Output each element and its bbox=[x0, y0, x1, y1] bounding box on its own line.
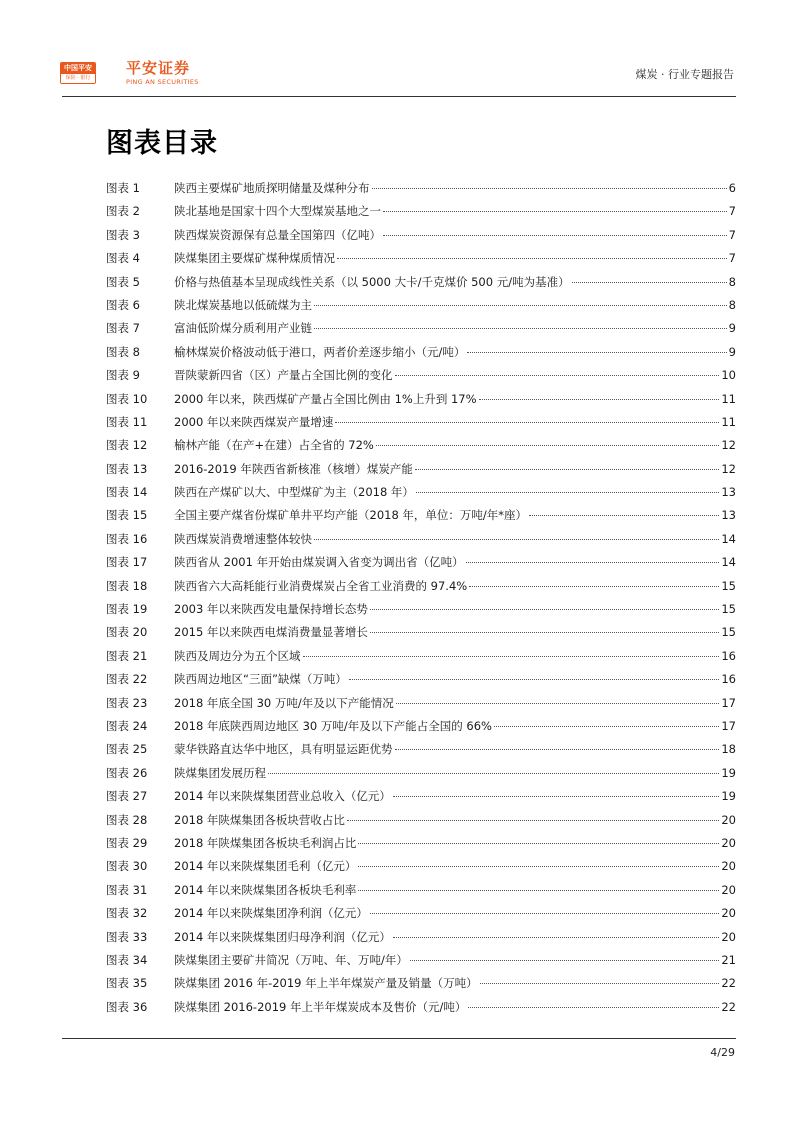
toc-leader-dots bbox=[268, 773, 719, 774]
toc-entry-page: 17 bbox=[721, 695, 736, 710]
toc-entry-label: 图表 7 bbox=[106, 321, 140, 336]
toc-entry-page: 17 bbox=[721, 718, 736, 733]
toc-entry-label: 图表 5 bbox=[106, 274, 140, 289]
toc-leader-dots bbox=[480, 983, 720, 984]
toc-entry[interactable] bbox=[106, 996, 736, 1019]
toc-leader-dots bbox=[314, 328, 727, 329]
toc-entry-label: 图表 25 bbox=[106, 742, 148, 757]
logo-mark-bottom-text: 保险 · 银行 bbox=[61, 74, 95, 83]
toc-entry-title: 富油低阶煤分质利用产业链 bbox=[174, 321, 312, 336]
toc-entry[interactable] bbox=[106, 458, 736, 481]
toc-leader-dots bbox=[393, 937, 719, 938]
toc-entry-title: 2003 年以来陕西发电量保持增长态势 bbox=[174, 602, 368, 617]
toc-entry[interactable] bbox=[106, 855, 736, 878]
toc-leader-dots bbox=[469, 586, 719, 587]
toc-entry-page: 8 bbox=[728, 297, 736, 312]
toc-entry-page: 9 bbox=[728, 321, 736, 336]
toc-entry-label: 图表 22 bbox=[106, 672, 148, 687]
toc-entry-page: 6 bbox=[728, 181, 736, 195]
toc-entry-label: 图表 11 bbox=[106, 414, 148, 429]
toc-entry-label: 图表 26 bbox=[106, 765, 148, 780]
toc-entry-label: 图表 34 bbox=[106, 952, 148, 967]
toc-leader-dots bbox=[467, 352, 726, 353]
toc-entry-title: 陕煤集团主要矿井简况（万吨、年、万吨/年） bbox=[174, 952, 408, 967]
toc-entry-page: 16 bbox=[721, 648, 736, 663]
toc-leader-dots bbox=[358, 843, 719, 844]
toc-entry[interactable] bbox=[106, 715, 736, 738]
toc-entry[interactable] bbox=[106, 200, 736, 223]
toc-leader-dots bbox=[383, 211, 727, 212]
toc-entry-title: 2014 年以来陕煤集团毛利（亿元） bbox=[174, 859, 357, 874]
toc-entry-label: 图表 21 bbox=[106, 648, 148, 663]
toc-entry-page: 11 bbox=[721, 414, 736, 429]
toc-entry-label: 图表 27 bbox=[106, 789, 148, 804]
toc-leader-dots bbox=[358, 866, 719, 867]
ping-an-logo-mark bbox=[60, 62, 96, 84]
toc-entry[interactable] bbox=[106, 692, 736, 715]
toc-entry-title: 全国主要产煤省份煤矿单井平均产能（2018 年，单位：万吨/年*座） bbox=[174, 508, 528, 523]
toc-entry[interactable] bbox=[106, 785, 736, 808]
toc-entry-page: 13 bbox=[721, 485, 736, 500]
toc-entry-title: 陕煤集团主要煤矿煤种煤质情况 bbox=[174, 251, 335, 266]
toc-entry[interactable] bbox=[106, 177, 736, 200]
toc-entry[interactable] bbox=[106, 411, 736, 434]
toc-entry-page: 20 bbox=[721, 859, 736, 874]
toc-leader-dots bbox=[410, 960, 719, 961]
toc-entry[interactable] bbox=[106, 317, 736, 340]
toc-entry-label: 图表 12 bbox=[106, 438, 148, 453]
toc-entry[interactable] bbox=[106, 481, 736, 504]
figure-list bbox=[106, 177, 736, 1019]
toc-entry[interactable] bbox=[106, 762, 736, 785]
toc-entry-page: 19 bbox=[721, 765, 736, 780]
toc-entry[interactable] bbox=[106, 528, 736, 551]
toc-leader-dots bbox=[303, 656, 720, 657]
toc-entry-title: 陕西省从 2001 年开始由煤炭调入省变为调出省（亿吨） bbox=[174, 555, 464, 570]
toc-leader-dots bbox=[383, 235, 727, 236]
toc-entry-label: 图表 18 bbox=[106, 578, 148, 593]
toc-leader-dots bbox=[314, 539, 719, 540]
toc-entry-title: 陕北基地是国家十四个大型煤炭基地之一 bbox=[174, 204, 381, 219]
toc-entry-label: 图表 4 bbox=[106, 251, 140, 266]
toc-entry[interactable] bbox=[106, 504, 736, 527]
toc-leader-dots bbox=[479, 399, 720, 400]
toc-entry-page: 20 bbox=[721, 882, 736, 897]
toc-entry[interactable] bbox=[106, 621, 736, 644]
toc-entry-title: 陕煤集团发展历程 bbox=[174, 765, 266, 780]
toc-leader-dots bbox=[395, 375, 720, 376]
toc-entry-title: 2014 年以来陕煤集团净利润（亿元） bbox=[174, 906, 368, 921]
toc-entry-label: 图表 33 bbox=[106, 929, 148, 944]
toc-entry[interactable] bbox=[106, 294, 736, 317]
toc-entry-label: 图表 2 bbox=[106, 204, 140, 219]
toc-leader-dots bbox=[529, 515, 719, 516]
toc-entry-label: 图表 28 bbox=[106, 812, 148, 827]
toc-entry[interactable] bbox=[106, 247, 736, 270]
toc-leader-dots bbox=[468, 1007, 719, 1008]
toc-entry-title: 2018 年底陕西周边地区 30 万吨/年及以下产能占全国的 66% bbox=[174, 718, 492, 733]
toc-entry-title: 榆林产能（在产+在建）占全省的 72% bbox=[174, 438, 374, 453]
toc-entry[interactable] bbox=[106, 879, 736, 902]
report-type: 煤炭 · 行业专题报告 bbox=[635, 68, 734, 81]
toc-entry-page: 21 bbox=[721, 952, 736, 967]
page-number: 4/29 bbox=[710, 1046, 735, 1059]
toc-entry-page: 10 bbox=[721, 368, 736, 383]
toc-entry-title: 蒙华铁路直达华中地区，具有明显运距优势 bbox=[174, 742, 393, 757]
toc-entry-page: 20 bbox=[721, 906, 736, 921]
logo-mark-top-text: 中国平安 bbox=[61, 63, 95, 74]
toc-entry[interactable] bbox=[106, 434, 736, 457]
toc-entry-title: 2000 年以来，陕西煤矿产量占全国比例由 1%上升到 17% bbox=[174, 391, 477, 406]
toc-leader-dots bbox=[494, 726, 719, 727]
toc-entry[interactable] bbox=[106, 224, 736, 247]
toc-entry-title: 陕西周边地区“三面”缺煤（万吨） bbox=[174, 672, 347, 687]
toc-leader-dots bbox=[349, 679, 719, 680]
toc-entry-title: 陕西及周边分为五个区域 bbox=[174, 648, 301, 663]
toc-entry-page: 14 bbox=[721, 531, 736, 546]
toc-entry-title: 价格与热值基本呈现成线性关系（以 5000 大卡/千克煤价 500 元/吨为基准） bbox=[174, 274, 570, 289]
toc-leader-dots bbox=[466, 562, 720, 563]
toc-entry-label: 图表 36 bbox=[106, 999, 148, 1014]
toc-leader-dots bbox=[370, 609, 719, 610]
toc-entry-label: 图表 23 bbox=[106, 695, 148, 710]
toc-entry[interactable] bbox=[106, 551, 736, 574]
toc-entry-page: 16 bbox=[721, 672, 736, 687]
brand-name-cn: 平安证券 bbox=[126, 59, 191, 77]
footer-divider bbox=[62, 1038, 736, 1039]
toc-entry-label: 图表 31 bbox=[106, 882, 148, 897]
toc-entry-title: 2014 年以来陕煤集团各板块毛利率 bbox=[174, 882, 357, 897]
toc-entry-label: 图表 15 bbox=[106, 508, 148, 523]
toc-entry[interactable] bbox=[106, 949, 736, 972]
toc-entry[interactable] bbox=[106, 668, 736, 691]
toc-leader-dots bbox=[335, 422, 719, 423]
toc-entry-title: 陕西煤炭消费增速整体较快 bbox=[174, 531, 312, 546]
toc-entry-page: 18 bbox=[721, 742, 736, 757]
toc-leader-dots bbox=[370, 913, 719, 914]
toc-entry[interactable] bbox=[106, 271, 736, 294]
toc-entry-label: 图表 14 bbox=[106, 485, 148, 500]
toc-entry-page: 15 bbox=[721, 625, 736, 640]
toc-entry-page: 20 bbox=[721, 835, 736, 850]
toc-entry-page: 11 bbox=[721, 391, 736, 406]
toc-entry-label: 图表 35 bbox=[106, 976, 148, 991]
toc-entry-label: 图表 29 bbox=[106, 835, 148, 850]
toc-entry[interactable] bbox=[106, 645, 736, 668]
toc-entry-title: 2018 年底全国 30 万吨/年及以下产能情况 bbox=[174, 695, 394, 710]
toc-entry-title: 2016-2019 年陕西省新核准（核增）煤炭产能 bbox=[174, 461, 413, 476]
toc-entry-label: 图表 10 bbox=[106, 391, 148, 406]
toc-entry-label: 图表 30 bbox=[106, 859, 148, 874]
page-header bbox=[60, 52, 736, 96]
toc-entry-label: 图表 32 bbox=[106, 906, 148, 921]
toc-entry[interactable] bbox=[106, 902, 736, 925]
toc-entry-title: 陕西主要煤矿地质探明储量及煤种分布 bbox=[174, 181, 370, 195]
toc-leader-dots bbox=[393, 796, 719, 797]
toc-entry[interactable] bbox=[106, 364, 736, 387]
toc-entry-page: 20 bbox=[721, 929, 736, 944]
toc-entry-title: 陕西煤炭资源保有总量全国第四（亿吨） bbox=[174, 227, 381, 242]
toc-entry[interactable] bbox=[106, 832, 736, 855]
toc-entry-title: 陕西在产煤矿以大、中型煤矿为主（2018 年） bbox=[174, 485, 414, 500]
toc-entry-page: 12 bbox=[721, 461, 736, 476]
toc-entry-page: 8 bbox=[728, 274, 736, 289]
toc-leader-dots bbox=[396, 703, 720, 704]
toc-entry-page: 12 bbox=[721, 438, 736, 453]
toc-entry-page: 14 bbox=[721, 555, 736, 570]
toc-entry-label: 图表 9 bbox=[106, 368, 140, 383]
toc-leader-dots bbox=[347, 820, 719, 821]
toc-entry-label: 图表 19 bbox=[106, 602, 148, 617]
toc-leader-dots bbox=[376, 445, 720, 446]
toc-entry-page: 13 bbox=[721, 508, 736, 523]
toc-entry-title: 2014 年以来陕煤集团归母净利润（亿元） bbox=[174, 929, 391, 944]
toc-leader-dots bbox=[358, 890, 719, 891]
toc-entry-page: 22 bbox=[721, 999, 736, 1014]
toc-entry-page: 19 bbox=[721, 789, 736, 804]
toc-entry-label: 图表 24 bbox=[106, 718, 148, 733]
toc-leader-dots bbox=[337, 258, 727, 259]
toc-entry-label: 图表 20 bbox=[106, 625, 148, 640]
brand-name-en: PING AN SECURITIES bbox=[126, 78, 199, 86]
toc-entry-label: 图表 8 bbox=[106, 344, 140, 359]
toc-entry-title: 2000 年以来陕西煤炭产量增速 bbox=[174, 414, 334, 429]
toc-entry[interactable] bbox=[106, 972, 736, 995]
toc-entry-page: 7 bbox=[728, 251, 736, 266]
header-divider bbox=[62, 96, 736, 97]
toc-leader-dots bbox=[370, 632, 719, 633]
toc-entry-title: 2015 年以来陕西电煤消费量显著增长 bbox=[174, 625, 368, 640]
toc-entry-label: 图表 17 bbox=[106, 555, 148, 570]
toc-entry-label: 图表 16 bbox=[106, 531, 148, 546]
toc-entry-page: 20 bbox=[721, 812, 736, 827]
toc-entry[interactable] bbox=[106, 388, 736, 411]
toc-entry-label: 图表 6 bbox=[106, 297, 140, 312]
toc-entry-page: 9 bbox=[728, 344, 736, 359]
toc-entry-title: 陕北煤炭基地以低硫煤为主 bbox=[174, 297, 312, 312]
toc-entry[interactable] bbox=[106, 575, 736, 598]
toc-entry-label: 图表 1 bbox=[106, 181, 140, 195]
toc-entry-page: 22 bbox=[721, 976, 736, 991]
page-title: 图表目录 bbox=[106, 128, 218, 159]
toc-entry-title: 2018 年陕煤集团各板块营收占比 bbox=[174, 812, 345, 827]
toc-leader-dots bbox=[572, 282, 727, 283]
toc-entry-page: 7 bbox=[728, 204, 736, 219]
toc-entry-title: 2018 年陕煤集团各板块毛利润占比 bbox=[174, 835, 357, 850]
toc-entry[interactable] bbox=[106, 738, 736, 761]
toc-entry-title: 榆林煤炭价格波动低于港口，两者价差逐步缩小（元/吨） bbox=[174, 344, 466, 359]
toc-entry-label: 图表 3 bbox=[106, 227, 140, 242]
toc-leader-dots bbox=[372, 188, 727, 189]
toc-entry-page: 15 bbox=[721, 602, 736, 617]
toc-entry[interactable] bbox=[106, 809, 736, 832]
toc-entry-title: 2014 年以来陕煤集团营业总收入（亿元） bbox=[174, 789, 391, 804]
toc-entry-title: 陕煤集团 2016 年-2019 年上半年煤炭产量及销量（万吨） bbox=[174, 976, 478, 991]
toc-leader-dots bbox=[415, 469, 720, 470]
toc-entry-title: 陕煤集团 2016-2019 年上半年煤炭成本及售价（元/吨） bbox=[174, 999, 467, 1014]
toc-entry[interactable] bbox=[106, 926, 736, 949]
toc-entry-label: 图表 13 bbox=[106, 461, 148, 476]
toc-entry-page: 15 bbox=[721, 578, 736, 593]
toc-entry-title: 陕西省六大高耗能行业消费煤炭占全省工业消费的 97.4% bbox=[174, 578, 468, 593]
toc-entry[interactable] bbox=[106, 598, 736, 621]
toc-leader-dots bbox=[395, 749, 720, 750]
toc-entry-title: 晋陕蒙新四省（区）产量占全国比例的变化 bbox=[174, 368, 393, 383]
toc-leader-dots bbox=[416, 492, 719, 493]
toc-entry-page: 7 bbox=[728, 227, 736, 242]
toc-entry[interactable] bbox=[106, 341, 736, 364]
toc-leader-dots bbox=[314, 305, 727, 306]
